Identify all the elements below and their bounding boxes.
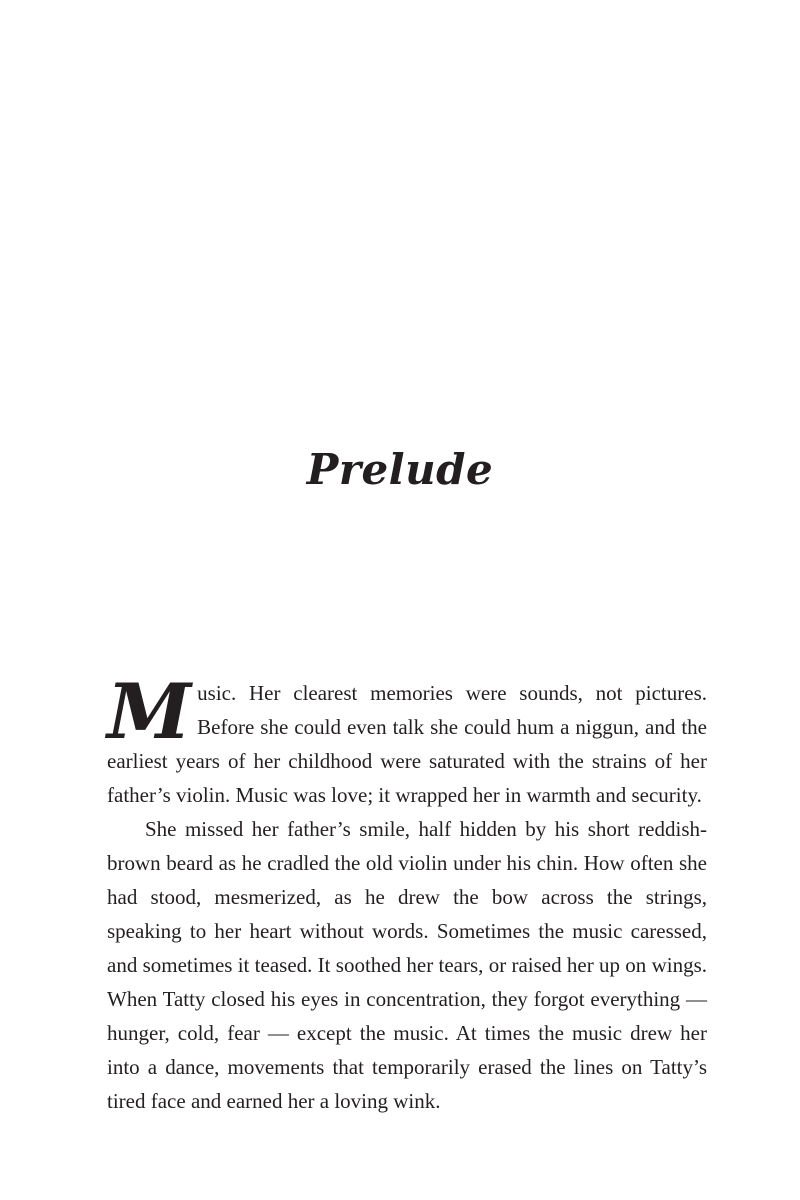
paragraph-first-text: usic. Her clearest memories were sounds, not pictures. Before she could even talk she could hum a niggun, and the earliest years of her childhood were saturated with the strains of her father’s violin. Music was love; it wrapped her in warmth and security.: [107, 681, 707, 807]
chapter-body: [107, 667, 707, 1118]
chapter-title: Prelude: [306, 445, 494, 494]
drop-cap-letter: M: [107, 667, 192, 756]
paragraph-second: She missed her father’s smile, half hidden by his short reddish-brown beard as he cradled the old violin under his chin. How often she had stood, mesmerized, as he drew the bow across the strings, speaking to her heart without words. Sometimes the music caressed, and sometimes it teased. It soothed her tears, or raised her up on wings. When Tatty closed his eyes in concentration, they forgot everything — hunger, cold, fear — except the music. At times the music drew her into a dance, movements that temporarily erased the lines on Tatty’s tired face and earned her a loving wink.: [107, 817, 707, 1113]
paragraph-first: [107, 667, 707, 812]
